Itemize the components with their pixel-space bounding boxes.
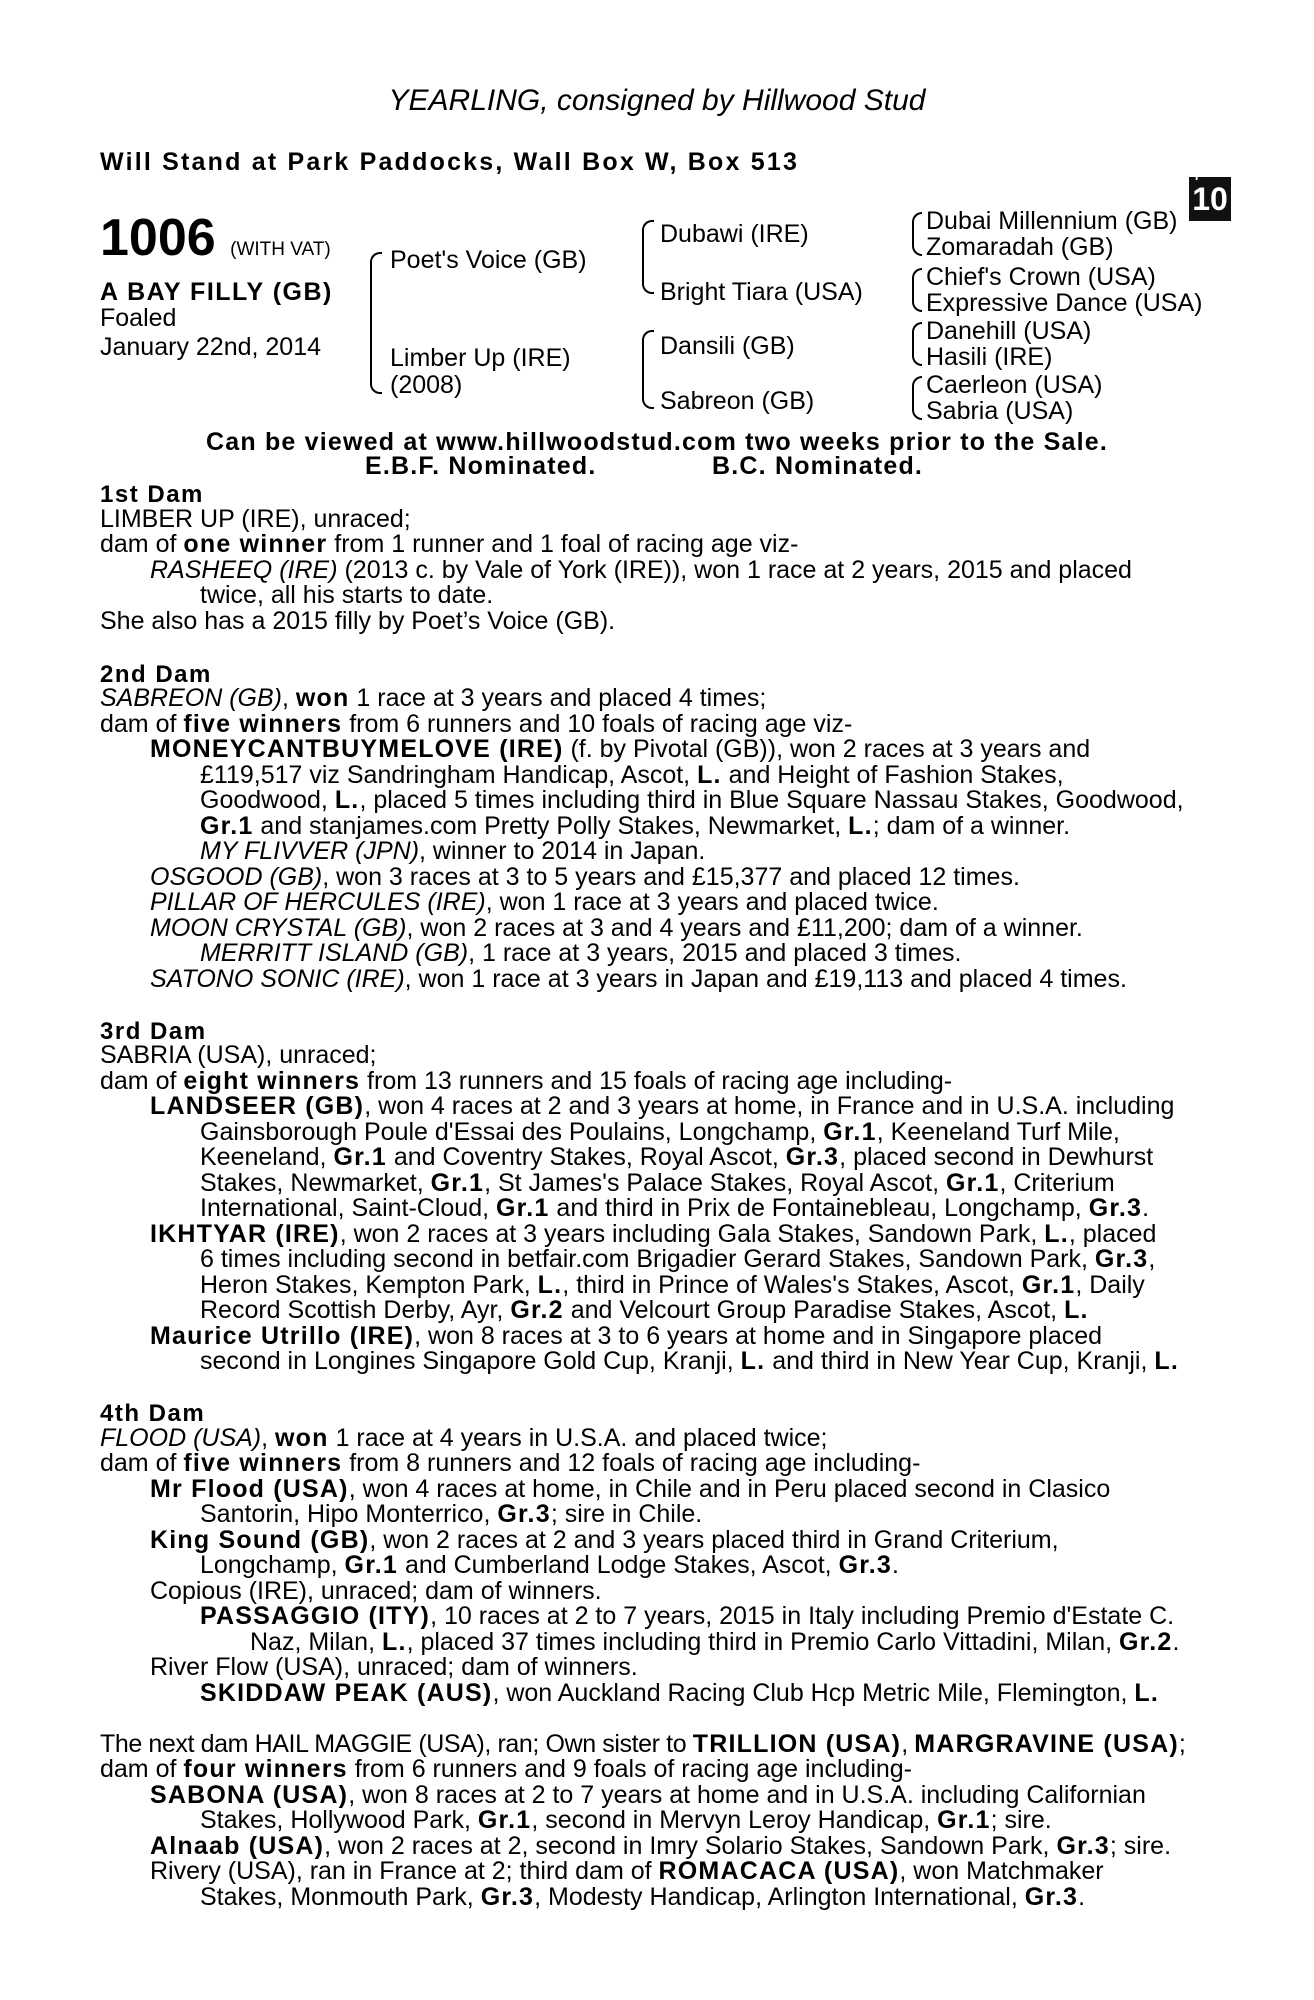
next-a2: Stakes, Hollywood Park, Gr.1, second in Mervyn Leroy Handicap, Gr.1; sire. [200, 1806, 1052, 1834]
foaled-date: January 22nd, 2014 [100, 333, 322, 361]
dam2-c1: MOON CRYSTAL (GB), won 2 races at 3 and 4 years and £11,200; dam of a winner. [150, 914, 1083, 942]
dam2-c2: MERRITT ISLAND (GB), 1 race at 3 years, 2015 and placed 3 times. [200, 939, 962, 967]
pedigree-brace-3a [912, 212, 922, 256]
dam4-p1: PASSAGGIO (ITY), 10 races at 2 to 7 years, 2015 in Italy including Premio d'Estate C. [200, 1602, 1175, 1630]
pedigree-brace-1 [370, 252, 382, 394]
ped-sds: Chief's Crown (USA) [926, 263, 1156, 291]
sire: Poet's Voice (GB) [390, 246, 587, 274]
pedigree-brace-3d [912, 376, 922, 420]
dam1-line5: She also has a 2015 filly by Poet’s Voice (GB). [100, 607, 616, 635]
dam2-p1: PILLAR OF HERCULES (IRE), won 1 race at 3 years and placed twice. [150, 888, 939, 916]
dam4-r1: River Flow (USA), unraced; dam of winners. [150, 1653, 638, 1681]
dam4-title: 4th Dam [100, 1400, 206, 1427]
dam2-title: 2nd Dam [100, 661, 212, 688]
ped-dss: Danehill (USA) [926, 317, 1092, 345]
ped-dds: Caerleon (USA) [926, 371, 1103, 399]
dam3-d1: Maurice Utrillo (IRE), won 8 races at 3 to 6 years at home and in Singapore placed [150, 1322, 1103, 1350]
dam3-a1: LANDSEER (GB), won 4 races at 2 and 3 years at home, in France and in U.S.A. including [150, 1092, 1175, 1120]
lot-badge [1189, 168, 1231, 221]
sire-dam: Bright Tiara (USA) [660, 278, 863, 306]
dam4-s1: SKIDDAW PEAK (AUS), won Auckland Racing Club Hcp Metric Mile, Flemington, L. [200, 1679, 1159, 1707]
dam4-p2: Naz, Milan, L., placed 37 times including third in Premio Carlo Vittadini, Milan, Gr.2. [250, 1628, 1180, 1656]
dam3-line1: SABRIA (USA), unraced; [100, 1041, 377, 1069]
ped-sss: Dubai Millennium (GB) [926, 207, 1178, 235]
dam3-a3: Keeneland, Gr.1 and Coventry Stakes, Royal Ascot, Gr.3, placed second in Dewhurst [200, 1143, 1154, 1171]
dam3-line2: dam of eight winners from 13 runners and 15 foals of racing age including- [100, 1067, 953, 1095]
dam-sire: Dansili (GB) [660, 332, 795, 360]
dam1-line1: LIMBER UP (IRE), unraced; [100, 505, 411, 533]
dam3-b1: IKHTYAR (IRE), won 2 races at 3 years including Gala Stakes, Sandown Park, L., placed [150, 1220, 1157, 1248]
dam2-o1: OSGOOD (GB), won 3 races at 3 to 5 years and £15,377 and placed 12 times. [150, 863, 1020, 891]
dam2-m5: MY FLIVVER (JPN), winner to 2014 in Japan. [200, 837, 706, 865]
dam3-a4: Stakes, Newmarket, Gr.1, St James's Palace Stakes, Royal Ascot, Gr.1, Criterium [200, 1169, 1115, 1197]
page-header: YEARLING, consigned by Hillwood Stud [388, 84, 926, 117]
dam3-a5: International, Saint-Cloud, Gr.1 and third in Prix de Fontainebleau, Longchamp, Gr.3. [200, 1194, 1150, 1222]
dam-year: (2008) [390, 371, 463, 399]
dam1-line2: dam of one winner from 1 runner and 1 foal of racing age viz- [100, 530, 799, 558]
lot-number: 1006 (WITH VAT) [100, 209, 331, 267]
dam3-b4: Record Scottish Derby, Ayr, Gr.2 and Velcourt Group Paradise Stakes, Ascot, L. [200, 1296, 1089, 1324]
bc-note: B.C. Nominated. [712, 452, 924, 480]
dam2-line2: dam of five winners from 6 runners and 10 foals of racing age viz- [100, 710, 853, 738]
dam3-d2: second in Longines Singapore Gold Cup, Kranji, L. and third in New Year Cup, Kranji, L. [200, 1347, 1179, 1375]
pedigree-brace-2b [642, 330, 654, 409]
dam4-k2: Longchamp, Gr.1 and Cumberland Lodge Stakes, Ascot, Gr.3. [200, 1551, 899, 1579]
lot-description: A BAY FILLY (GB) [100, 278, 333, 306]
dam4-line2: dam of five winners from 8 runners and 12 foals of racing age including- [100, 1449, 921, 1477]
dam2-s1: SATONO SONIC (IRE), won 1 race at 3 years in Japan and £19,113 and placed 4 times. [150, 965, 1127, 993]
next-r2: Stakes, Monmouth Park, Gr.3, Modesty Handicap, Arlington International, Gr.3. [200, 1883, 1086, 1911]
badge-number: 10 [1192, 181, 1228, 217]
pedigree-brace-3b [912, 268, 922, 312]
dam3-b2: 6 times including second in betfair.com Brigadier Gerard Stakes, Sandown Park, Gr.3, [200, 1245, 1156, 1273]
dam1-line4: twice, all his starts to date. [200, 581, 494, 609]
dam1-title: 1st Dam [100, 481, 204, 508]
dam3-title: 3rd Dam [100, 1018, 207, 1045]
dam3-a2: Gainsborough Poule d'Essai des Poulains, Longchamp, Gr.1, Keeneland Turf Mile, [200, 1118, 1120, 1146]
dam4-f1: Mr Flood (USA), won 4 races at home, in Chile and in Peru placed second in Clasico [150, 1475, 1111, 1503]
ebf-note: E.B.F. Nominated. [365, 452, 597, 480]
dam4-line1: FLOOD (USA), won 1 race at 4 years in U.S.A. and placed twice; [100, 1424, 828, 1452]
ped-ssd: Zomaradah (GB) [926, 233, 1114, 261]
badge-plus: + [1192, 168, 1202, 185]
dam2-m3: Goodwood, L., placed 5 times including third in Blue Square Nassau Stakes, Goodwood, [200, 786, 1184, 814]
ped-dsd: Hasili (IRE) [926, 343, 1053, 371]
dam2-m4: Gr.1 and stanjames.com Pretty Polly Stakes, Newmarket, L.; dam of a winner. [200, 812, 1071, 840]
ped-sdd: Expressive Dance (USA) [926, 289, 1203, 317]
dam4-c1: Copious (IRE), unraced; dam of winners. [150, 1577, 602, 1605]
next-line2: dam of four winners from 6 runners and 9 foals of racing age including- [100, 1755, 913, 1783]
dam4-f2: Santorin, Hipo Monterrico, Gr.3; sire in Chile. [200, 1500, 703, 1528]
ped-ddd: Sabria (USA) [926, 397, 1074, 425]
dam-dam: Sabreon (GB) [660, 387, 815, 415]
stand-location: Will Stand at Park Paddocks, Wall Box W, Box 513 [100, 148, 800, 176]
sire-sire: Dubawi (IRE) [660, 220, 809, 248]
dam3-b3: Heron Stakes, Kempton Park, L., third in Prince of Wales's Stakes, Ascot, Gr.1, Daily [200, 1271, 1145, 1299]
dam: Limber Up (IRE) [390, 344, 571, 372]
dam1-line3: RASHEEQ (IRE) (2013 c. by Vale of York (IRE)), won 1 race at 2 years, 2015 and placed [150, 556, 1132, 584]
dam2-m1: MONEYCANTBUYMELOVE (IRE) (f. by Pivotal (GB)), won 2 races at 3 years and [150, 735, 1091, 763]
dam2-line1: SABREON (GB), won 1 race at 3 years and placed 4 times; [100, 684, 767, 712]
pedigree-brace-2a [642, 220, 654, 294]
next-line1: The next dam HAIL MAGGIE (USA), ran; Own sister to TRILLION (USA), MARGRAVINE (USA); [100, 1730, 1186, 1758]
viewing-note: Can be viewed at www.hillwoodstud.com two weeks prior to the Sale. [205, 428, 1109, 456]
dam4-k1: King Sound (GB), won 2 races at 2 and 3 years placed third in Grand Criterium, [150, 1526, 1059, 1554]
next-r1: Rivery (USA), ran in France at 2; third dam of ROMACACA (USA), won Matchmaker [150, 1857, 1104, 1885]
vat-note: (WITH VAT) [230, 239, 331, 260]
next-b1: Alnaab (USA), won 2 races at 2, second in Imry Solario Stakes, Sandown Park, Gr.3; sire. [150, 1832, 1172, 1860]
dam2-m2: £119,517 viz Sandringham Handicap, Ascot, L. and Height of Fashion Stakes, [200, 761, 1064, 789]
next-a1: SABONA (USA), won 8 races at 2 to 7 years at home and in U.S.A. including Californian [150, 1781, 1146, 1809]
pedigree-brace-3c [912, 322, 922, 366]
foaled-label: Foaled [100, 304, 177, 332]
